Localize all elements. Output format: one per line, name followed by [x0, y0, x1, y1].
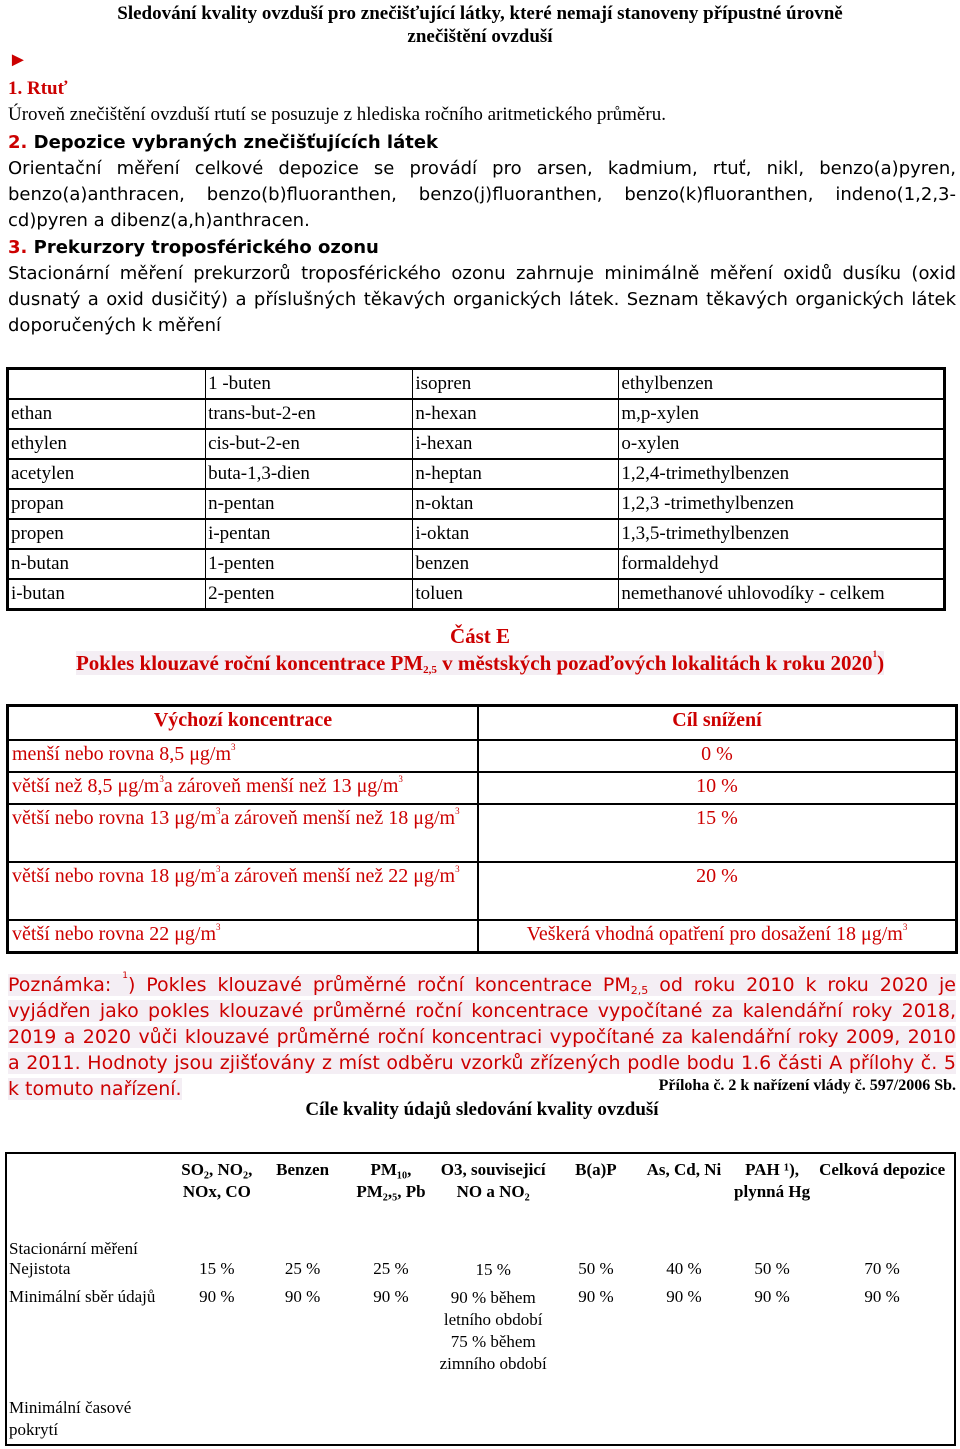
pm-unit-sup: 3 — [455, 864, 460, 874]
pm-unit-sup: 3 — [902, 922, 908, 932]
pm-unit-sup: 3 — [398, 774, 403, 784]
goal-value-cell: 90 % — [284, 1287, 321, 1306]
voc-table-cell — [8, 369, 206, 400]
section-deposition-text: Orientační měření celkové depozice se provádí pro arsen, kadmium, rtuť, nikl, benzo(a)pyren, benzo(a)anthracen, benzo(b)fluoranthen, benzo(j)fluoranthen, benzo(k)fluoranthen, indeno(1,2,3-cd)pyren a dibenz(a,h)anthracen. — [8, 158, 956, 231]
pm-row-text-a: větší nebo rovna 13 — [12, 807, 175, 829]
pm-row-target — [478, 772, 957, 804]
triangle-marker-icon: ► — [8, 49, 28, 71]
pm-row-target — [478, 804, 957, 862]
voc-table-cell: buta-1,3-dien — [206, 459, 413, 489]
part-e-subtitle-a: Pokles klouzavé roční koncentrace PM — [75, 651, 424, 675]
pm-unit: μg/m — [174, 923, 217, 945]
voc-table-cell: 1-penten — [206, 549, 413, 579]
voc-table-cell: m,p-xylen — [619, 399, 945, 429]
pm-unit-sup: 3 — [455, 806, 460, 816]
part-e-heading — [0, 623, 960, 677]
voc-table-row — [8, 519, 945, 549]
voc-table-cell: ethylen — [8, 429, 206, 459]
pm-unit: μg/m — [413, 807, 456, 829]
pm-row-target-text: Veškerá vhodná opatření pro dosažení 18 — [526, 923, 861, 945]
page-header — [0, 2, 960, 48]
pm-row-text-a: větší nebo rovna 22 — [12, 923, 175, 945]
part-e-subtitle-sub: 2,5 — [423, 664, 437, 676]
goal-head-bap: B(a)P — [575, 1160, 617, 1179]
voc-table-cell: n-butan — [8, 549, 206, 579]
voc-table-cell: i-hexan — [413, 429, 619, 459]
pm-unit: μg/m — [413, 865, 456, 887]
goal-value-cell: 15 % — [199, 1259, 235, 1278]
goal-section-label: Stacionární měření — [9, 1239, 138, 1258]
voc-table-cell: benzen — [413, 549, 619, 579]
pm-table-row — [8, 920, 957, 953]
voc-table — [6, 367, 946, 611]
pm-row-concentration — [8, 772, 479, 804]
goal-value-cell: 90 % během letního období 75 % během zimního období — [439, 1288, 547, 1373]
voc-table-cell: i-oktan — [413, 519, 619, 549]
annex-reference: Příloha č. 2 k nařízení vlády č. 597/2006 Sb. — [658, 1077, 956, 1094]
page-header-line2: znečištění ovzduší — [407, 26, 553, 47]
goal-head-metals: As, Cd, Ni — [646, 1160, 722, 1179]
pm-row-text-b: a zároveň menší než 22 — [220, 865, 414, 887]
voc-table-cell: n-heptan — [413, 459, 619, 489]
page-header-line1: Sledování kvality ovzduší pro znečišťující látky, které nemají stanoveny přípustné úrovně — [117, 3, 843, 24]
voc-table-cell: isopren — [413, 369, 619, 400]
voc-table-cell: toluen — [413, 579, 619, 610]
voc-table-cell: 2-penten — [206, 579, 413, 610]
pm-unit: μg/m — [356, 775, 399, 797]
pm-row-target-text: 10 % — [696, 775, 738, 797]
goal-value-cell: 40 % — [666, 1259, 702, 1278]
voc-table-cell: propan — [8, 489, 206, 519]
note-label: Poznámka: — [8, 974, 123, 996]
section-mercury-text: Úroveň znečištění ovzduší rtutí se posuzuje z hlediska ročního aritmetického průměru. — [8, 104, 666, 125]
goal-value-cell: 90 % — [578, 1287, 614, 1306]
voc-table-cell: n-pentan — [206, 489, 413, 519]
voc-table-body — [8, 369, 945, 610]
goals-title: Cíle kvality údajů sledování kvality ovzduší — [305, 1099, 659, 1120]
voc-table-row — [8, 579, 945, 610]
goal-value-cell: 90 % — [199, 1287, 235, 1306]
section-precursors-title: Prekurzory troposférického ozonu — [27, 237, 379, 258]
voc-table-cell: n-hexan — [413, 399, 619, 429]
pm-unit-sup: 3 — [216, 922, 221, 932]
voc-table-row — [8, 369, 945, 400]
goal-value-cell: 90 % — [754, 1287, 790, 1306]
section-deposition-number: 2. — [8, 132, 28, 153]
goal-value-cell: 90 % — [666, 1287, 702, 1306]
goal-spacer-cell — [950, 1259, 955, 1287]
goal-head-deposition: Celková depozice — [819, 1160, 946, 1179]
voc-table-cell: ethan — [8, 399, 206, 429]
voc-table-cell: acetylen — [8, 459, 206, 489]
part-e-subtitle-sup: 1 — [872, 649, 878, 659]
goal-head-so2: SO₂, NO₂, NOx, CO — [181, 1160, 253, 1201]
pm-row-text-a: menší nebo rovna 8,5 — [12, 743, 190, 765]
section-precursors-number: 3. — [8, 237, 28, 258]
pm-head-right: Cíl snížení — [478, 706, 957, 741]
voc-table-cell: ethylbenzen — [619, 369, 945, 400]
pm-row-target-text: 20 % — [696, 865, 738, 887]
voc-table-cell: cis-but-2-en — [206, 429, 413, 459]
pm-unit-sup: 3 — [159, 774, 164, 784]
pm-row-text-b: a zároveň menší než 18 — [220, 807, 414, 829]
voc-table-row — [8, 429, 945, 459]
pm-reduction-table-body — [8, 706, 957, 953]
section-deposition-title: Depozice vybraných znečišťujících látek — [27, 132, 439, 153]
goal-row-uncertainty-label: Nejistota — [9, 1259, 71, 1278]
voc-table-cell: i-pentan — [206, 519, 413, 549]
pm-row-text-b: a zároveň menší než 13 — [163, 775, 357, 797]
goal-head-pah: PAH ¹), plynná Hg — [734, 1160, 811, 1201]
pm-row-concentration — [8, 740, 479, 772]
pm-unit-sup: 3 — [216, 806, 221, 816]
voc-table-row — [8, 459, 945, 489]
voc-table-cell: o-xylen — [619, 429, 945, 459]
goal-value-cell: 15 % — [475, 1260, 511, 1279]
pm-table-row — [8, 804, 957, 862]
goal-head-o3: O3, souvisejicí NO a NO₂ — [440, 1160, 546, 1201]
note-sup: 1 — [122, 971, 128, 981]
section-mercury-title: 1. Rtuť — [8, 78, 68, 99]
pm-row-concentration — [8, 804, 479, 862]
pm-row-target — [478, 920, 957, 953]
pm-unit-sup: 3 — [216, 864, 221, 874]
pm-row-concentration — [8, 920, 479, 953]
pm-unit: μg/m — [861, 923, 903, 945]
voc-table-cell: 1,2,4-trimethylbenzen — [619, 459, 945, 489]
voc-table-cell: i-butan — [8, 579, 206, 610]
pm-row-text-a: větší nebo rovna 18 — [12, 865, 175, 887]
voc-table-row — [8, 399, 945, 429]
voc-table-row — [8, 549, 945, 579]
goal-head-empty — [6, 1153, 178, 1231]
voc-table-cell: nemethanové uhlovodíky - celkem — [619, 579, 945, 610]
section-precursors — [8, 235, 956, 339]
voc-table-cell: trans-but-2-en — [206, 399, 413, 429]
pm-head-left: Výchozí koncentrace — [8, 706, 479, 741]
goal-value-cell: 25 % — [373, 1259, 409, 1278]
pm-row-target — [478, 740, 957, 772]
voc-table-cell: 1,3,5-trimethylbenzen — [619, 519, 945, 549]
section-precursors-text: Stacionární měření prekurzorů troposférického ozonu zahrnuje minimálně měření oxidů dusíku (oxid dusnatý a oxid dusičitý) a příslušných těkavých organických látek. Seznam těkavých organických látek doporučených k měření — [8, 263, 956, 336]
pm-unit: μg/m — [189, 743, 232, 765]
note-sub: 2,5 — [630, 984, 649, 997]
pm-row-target-text: 0 % — [701, 743, 733, 765]
goal-value-cell: 90 % — [373, 1287, 409, 1306]
pm-unit: μg/m — [174, 807, 217, 829]
voc-table-cell: 1,2,3 -trimethylbenzen — [619, 489, 945, 519]
voc-table-row — [8, 489, 945, 519]
goal-row-min-collection-label: Minimální sběr údajů — [9, 1287, 156, 1306]
pm-row-target-text: 15 % — [696, 807, 738, 829]
note-text-a: ) Pokles klouzavé průměrné roční koncentrace PM — [127, 974, 631, 996]
pm-reduction-table — [6, 704, 958, 954]
pm-unit-sup: 3 — [231, 742, 236, 752]
goal-row-min-time-text: Minimální časové pokrytí — [9, 1398, 132, 1439]
part-e-subtitle-c: ) — [877, 651, 885, 675]
goal-row-min-time-label — [6, 1397, 178, 1445]
pm-table-row — [8, 740, 957, 772]
voc-table-cell: propen — [8, 519, 206, 549]
pm-table-row — [8, 862, 957, 920]
goal-value-cell: 50 % — [578, 1259, 614, 1278]
goal-value-cell: 70 % — [864, 1259, 900, 1278]
pm-row-concentration — [8, 862, 479, 920]
goal-head-benzene: Benzen — [276, 1160, 330, 1179]
pm-row-target — [478, 862, 957, 920]
goal-spacer-cell — [950, 1287, 955, 1397]
part-e-subtitle-b: v městských pozaďových lokalitách k roku 2020 — [436, 651, 873, 675]
goal-value-cell: 50 % — [754, 1259, 790, 1278]
note-text-b: od roku 2010 k roku 2020 je vyjádřen jako pokles klouzavé průměrné roční koncentrace vypočítané za kalendářní roky 2018, 2019 a 2020 vůči klouzavé průměrné roční koncentraci vypočítané za kalendářní roky 2009, 2010 a 2011. Hodnoty jsou zjišťovány z míst odběru vzorků zřízených podle bodu 1.6 části A přílohy č. 5 k tomuto nařízení. — [8, 974, 956, 1100]
quality-goals-table — [5, 1152, 956, 1446]
goal-value-cell: 90 % — [864, 1287, 900, 1306]
section-deposition — [8, 130, 956, 234]
goal-head-pm: PM₁₀, PM₂,₅, Pb — [356, 1160, 426, 1201]
voc-table-cell: n-oktan — [413, 489, 619, 519]
section-mercury — [8, 76, 956, 128]
goal-value-cell: 25 % — [284, 1259, 321, 1278]
pm-unit: μg/m — [174, 865, 217, 887]
part-e-title: Část E — [449, 624, 511, 648]
pm-row-text-a: větší než 8,5 — [12, 775, 118, 797]
voc-table-cell: formaldehyd — [619, 549, 945, 579]
pm-unit: μg/m — [117, 775, 160, 797]
pm-table-row — [8, 772, 957, 804]
voc-table-cell: 1 -buten — [206, 369, 413, 400]
